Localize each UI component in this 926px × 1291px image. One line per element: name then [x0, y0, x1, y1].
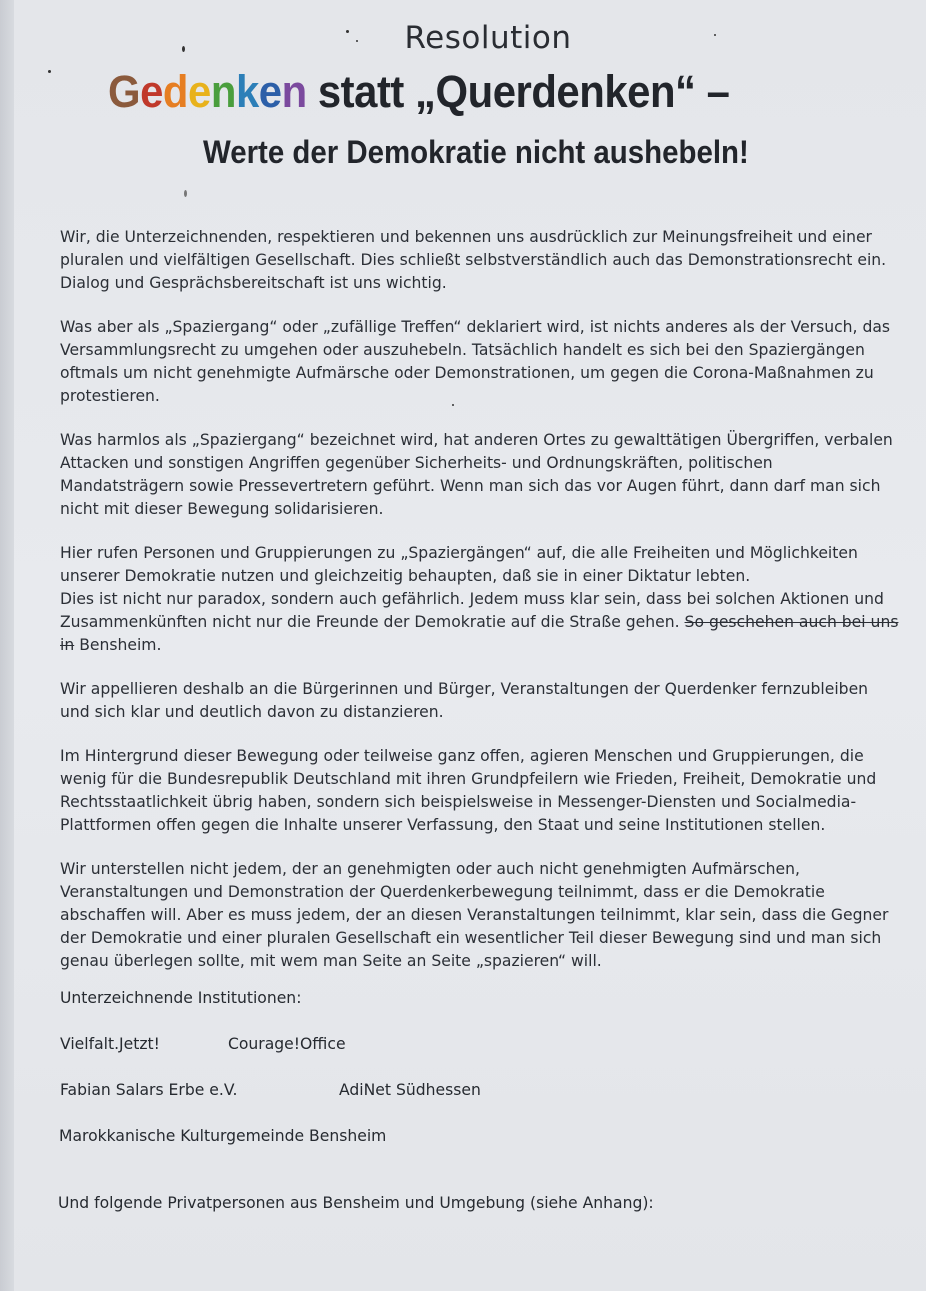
paragraph: Was aber als „Spaziergang“ oder „zufällige Treffen“ deklariert wird, ist nichts anderes als der Versuch, das Versammlungsrecht zu umgehen oder auszuhebeln. Tatsächlich handelt es sich bei den Spaziergängen oftmals um nicht genehmigte Aufmärsche oder Demonstrationen, um gegen die Corona-Maßnahmen zu protestieren.: [60, 318, 891, 405]
institution-name: Vielfalt.Jetzt!: [60, 1035, 160, 1053]
resolution-label: Resolution: [404, 20, 572, 56]
paper-speck: [184, 190, 187, 197]
paragraph-tail: Bensheim.: [79, 636, 162, 654]
paper-speck: [48, 70, 51, 73]
paragraph: Wir, die Unterzeichnenden, respektieren und bekennen uns ausdrücklich zur Meinungsfreiheit und einer pluralen und vielfältigen Gesellschaft. Dies schließt selbstverständlich auch das Demonstrationsrecht ein. Dialog und Gesprächsbereitschaft ist uns wichtig.: [60, 228, 887, 292]
headline-letter: e: [188, 66, 211, 117]
headline-rest: statt „Querdenken“ –: [306, 66, 730, 117]
headline-letter: d: [162, 66, 189, 117]
headline-letter: G: [108, 66, 141, 117]
headline-letter: n: [281, 66, 307, 117]
paragraph: Wir appellieren deshalb an die Bürgerinnen und Bürger, Veranstaltungen der Querdenker fernzubleiben und sich klar und deutlich davon zu distanzieren.: [60, 680, 869, 721]
subheadline: Werte der Demokratie nicht aushebeln!: [202, 134, 749, 170]
institutions-heading: Unterzeichnende Institutionen:: [60, 989, 302, 1007]
headline-letter: e: [140, 66, 163, 117]
paper-speck: [714, 34, 716, 36]
private-persons-note: Und folgende Privatpersonen aus Bensheim und Umgebung (siehe Anhang):: [58, 1194, 654, 1212]
headline-letter: k: [235, 66, 259, 117]
paper-speck: [346, 30, 349, 33]
paragraph: [60, 542, 900, 657]
headline-rainbow-word: [108, 66, 307, 117]
paragraph: Im Hintergrund dieser Bewegung oder teilweise ganz offen, agieren Menschen und Gruppierungen, die wenig für die Bundesrepublik Deutschland mit ihren Grundpfeilern wie Frieden, Freiheit, Demokratie und Rechtsstaatlichkeit übrig haben, sondern sich beispielsweise in Messenger-Diensten und Socialmedia-Plattformen offen gegen die Inhalte unserer Verfassung, den Staat und seine Institutionen stellen.: [60, 747, 877, 834]
paragraph-sentence: Hier rufen Personen und Gruppierungen zu „Spaziergängen“ auf, die alle Freiheiten und Möglichkeiten unserer Demokratie nutzen und gleichzeitig behaupten, daß sie in einer Diktatur lebten.: [60, 544, 858, 585]
paragraph: Wir unterstellen nicht jedem, der an genehmigten oder auch nicht genehmigten Aufmärschen, Veranstaltungen und Demonstration der Querdenkerbewegung teilnimmt, dass er die Demokratie abschaffen will. Aber es muss jedem, der an diesen Veranstaltungen teilnimmt, klar sein, dass die Gegner der Demokratie und einer pluralen Gesellschaft ein wesentlicher Teil dieser Bewegung sind und man sich genau überlegen sollte, mit wem man Seite an Seite „spazieren“ will.: [60, 860, 889, 970]
paper-speck: [452, 404, 454, 406]
institution-name: Courage!Office: [228, 1035, 346, 1053]
struck-text: So geschehen auch bei uns in: [60, 613, 899, 654]
institution-name: Fabian Salars Erbe e.V.: [60, 1081, 238, 1099]
paragraph: Was harmlos als „Spaziergang“ bezeichnet wird, hat anderen Ortes zu gewalttätigen Übergriffen, verbalen Attacken und sonstigen Angriffen gegenüber Sicherheits- und Ordnungskräften, politischen Mandatsträgern sowie Pressevertretern geführt. Wenn man sich das vor Augen führt, dann darf man sich nicht mit dieser Bewegung solidarisieren.: [60, 431, 893, 518]
headline-letter: n: [210, 66, 236, 117]
paper-speck: [356, 40, 358, 42]
paper-speck: [182, 46, 185, 52]
institution-name: AdiNet Südhessen: [339, 1081, 481, 1099]
paragraph-sentence: Dies ist nicht nur paradox, sondern auch gefährlich. Jedem muss klar sein, dass bei solchen Aktionen und Zusammenkünften nicht nur die Freunde der Demokratie auf die Straße gehen.: [60, 590, 884, 631]
headline-letter: e: [258, 66, 282, 117]
institution-name: Marokkanische Kulturgemeinde Bensheim: [59, 1127, 387, 1145]
document-body: [60, 226, 900, 994]
headline: [108, 66, 729, 118]
